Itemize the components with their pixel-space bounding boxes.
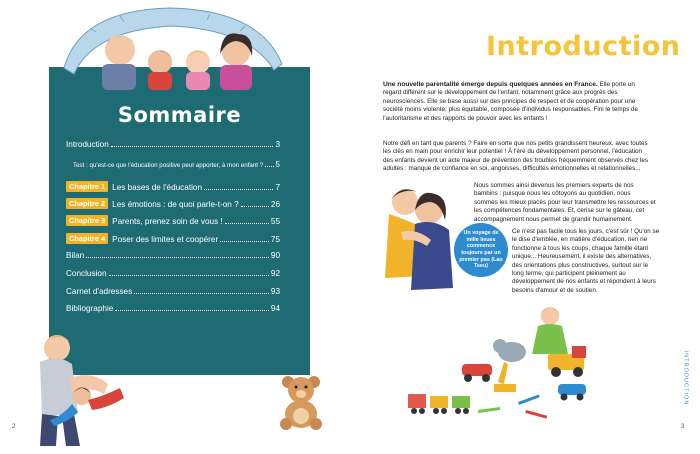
toc-leader-dots	[109, 274, 269, 276]
toc-item-bilan[interactable]	[66, 251, 280, 260]
toc-item-label: Les émotions : de quoi parle-t-on ?	[112, 200, 239, 209]
toc-item-page: 94	[270, 304, 280, 313]
intro-title: Introduction	[486, 31, 681, 62]
toc-item-label: Test : qu'est-ce que l'éducation positive peut apporter, à mon enfant ?	[73, 162, 264, 169]
toc-leader-dots	[265, 165, 273, 167]
toc-item-page: 92	[270, 269, 280, 278]
toc-item-page: 26	[270, 200, 280, 209]
toc-item-label: Conclusion	[66, 269, 107, 278]
intro-paragraph-2: Notre défi en tant que parents ? Faire en sorte que nos petits grandissent heureux, avec toutes les clés en main pour enrichir leur potentiel ! À l'ère du développement personnel, l'éducation des enfants devient un acte majeur de prévention des troubles fréquemment observés chez les adultes : manque de confiance en soi, angoisses, difficultés émotionnelles et relationnelles...	[383, 140, 648, 173]
toc-item-carnet-adresses[interactable]	[66, 287, 280, 296]
intro-lead-text: Elle porte un regard différent sur le développement de l'enfant, notamment grâce aux progrès des neurosciences. Elle se base aussi sur des principes de respect et de coopération pour une société moins violente, plus équitable, composée d'individus responsables. Fini le temps de l'autoritarisme et des rapports de pouvoir avec les enfants !	[383, 81, 638, 122]
side-chapter-tab	[678, 350, 688, 410]
chapter-badge: Chapitre 4	[66, 233, 108, 244]
toc-item-conclusion[interactable]	[66, 269, 280, 278]
quote-text: Un voyage de mille lieues commence toujours par un premier pas (Lao Tseu)	[459, 230, 503, 270]
toc-leader-dots	[241, 205, 269, 207]
toc-item-page: 75	[270, 235, 280, 244]
mother-child-hug-illustration	[371, 180, 457, 294]
toc-leader-dots	[115, 309, 269, 311]
toc-item-page: 55	[270, 217, 280, 226]
toc-leader-dots	[86, 256, 269, 258]
toc-item-page: 3	[275, 140, 280, 149]
toc-item-page: 93	[270, 287, 280, 296]
dad-playing-child-illustration	[12, 318, 137, 448]
page-number-left: 2	[12, 424, 16, 430]
toc-item-page: 5	[275, 160, 280, 169]
quote-bubble	[454, 223, 508, 277]
intro-lead-paragraph	[383, 81, 653, 123]
toys-illustration	[408, 292, 608, 424]
family-blanket-illustration	[60, 4, 288, 92]
toc-leader-dots	[220, 240, 269, 242]
toc-title: Sommaire	[117, 103, 242, 127]
chapter-badge: Chapitre 3	[66, 215, 108, 226]
toc-item-label: Bilan	[66, 251, 85, 260]
toc-item-chapitre-4[interactable]	[66, 233, 280, 244]
toc-item-test[interactable]	[73, 160, 280, 169]
toc-item-page: 90	[270, 251, 280, 260]
toc-item-chapitre-3[interactable]	[66, 215, 280, 226]
intro-lead-bold: Une nouvelle parentalité émerge depuis quelques années en France.	[383, 81, 598, 88]
toc-leader-dots	[204, 188, 273, 190]
teddy-bear-illustration	[276, 372, 326, 430]
chapter-badge: Chapitre 1	[66, 181, 108, 192]
side-chapter-label: INTRODUCTION	[682, 350, 689, 406]
toc-item-label: Poser des limites et coopérer	[112, 235, 219, 244]
toc-leader-dots	[134, 292, 269, 294]
chapter-badge: Chapitre 2	[66, 198, 108, 209]
toc-item-bibliographie[interactable]	[66, 304, 280, 313]
toc-item-label: Bibliographie	[66, 304, 114, 313]
toc-item-label: Parents, prenez soin de vous !	[112, 217, 223, 226]
toc-item-chapitre-1[interactable]	[66, 181, 280, 192]
page-number-right: 3	[681, 424, 685, 430]
toc-item-introduction[interactable]	[66, 140, 280, 149]
toc-item-page: 7	[275, 183, 280, 192]
intro-paragraph-3: Nous sommes ainsi devenus les premiers experts de nos bambins : puisque nous les côtoyons au quotidien, nous sommes les mieux placés pour leur transmettre les ressources et les compétences fondamentales. Et, cerise sur le gâteau, cet accompagnement nous permet de grandir humainement.	[474, 182, 656, 223]
toc-item-label: Introduction	[66, 140, 109, 149]
toc-item-chapitre-2[interactable]	[66, 198, 280, 209]
intro-paragraph-4: Ce n'est pas facile tous les jours, c'est sûr ! Qu'on se le dise d'emblée, en matière d'éducation, rien ne fonctionne à tous les coups, chaque famille étant unique... Heureusement, il existe des alternatives, des orientations plus constructives, surtout sur le long terme, qui participent pleinement au développement de nos enfants et répondent à leurs besoins d'amour et de soutien.	[512, 228, 660, 294]
toc-item-label: Carnet d'adresses	[66, 287, 133, 296]
toc-leader-dots	[225, 222, 269, 224]
toc-item-label: Les bases de l'éducation	[112, 183, 203, 192]
toc-leader-dots	[111, 145, 274, 147]
